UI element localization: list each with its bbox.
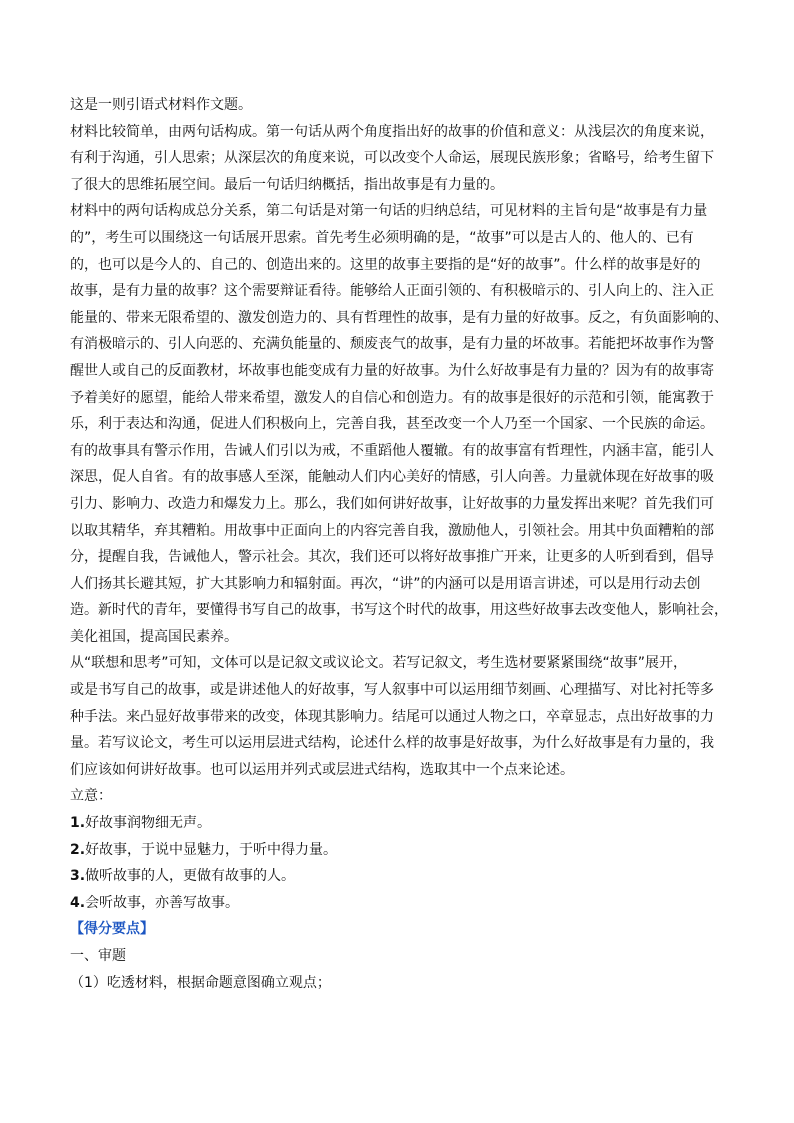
- idea-num: 3.: [70, 868, 86, 885]
- para2-line-15: 人们扬其长避其短，扩大其影响力和辐射面。再次，“讲”的内涵可以是用语言讲述，可以是用行动去创: [70, 575, 701, 592]
- para2-line-7: 醒世人或自己的反面教材，坏故事也能变成有力量的好故事。为什么好故事是有力量的？因为有的故事寄: [70, 362, 714, 379]
- para2-line-4: 故事，是有力量的故事？这个需要辩证看待。能够给人正面引领的、有积极暗示的、引人向上的、注入正: [70, 283, 714, 300]
- para2-line-14: 分，提醒自我，告诫他人，警示社会。其次，我们还可以将好故事推广开来，让更多的人听到看到，倡导: [70, 549, 714, 566]
- idea-text: 好故事，于说中显魅力，于听中得力量。: [85, 841, 338, 858]
- idea-text: 好故事润物细无声。: [85, 815, 212, 832]
- para3-line-2: 或是书写自己的故事，或是讲述他人的好故事，写人叙事中可以运用细节刻画、心理描写、对比衬托等多: [70, 682, 714, 699]
- intro-line: 这是一则引语式材料作文题。: [70, 97, 252, 113]
- para2-line-3: 的，也可以是今人的、自己的、创造出来的。这里的故事主要指的是“好的故事”。什么样的故事是好的: [70, 256, 701, 273]
- para2-line-1: 材料中的两句话构成总分关系，第二句话是对第一句话的归纳总结，可见材料的主旨句是“故事是有力量: [70, 203, 708, 220]
- para3-line-1: 从“联想和思考”可知，文体可以是记叙文或议论文。若写记叙文，考生选材要紧紧围绕“故事”展开，: [70, 655, 688, 672]
- para2-line-10: 有的故事具有警示作用，告诫人们引以为戒，不重蹈他人覆辙。有的故事富有哲理性，内涵丰富，能引人: [70, 442, 714, 459]
- para1-line-3: 了很大的思维拓展空间。最后一句话归纳概括，指出故事是有力量的。: [70, 176, 504, 193]
- idea-num: 2.: [70, 841, 86, 858]
- para2-line-8: 予着美好的愿望，能给人带来希望，激发人的自信心和创造力。有的故事是很好的示范和引领，能寓教于: [70, 389, 714, 406]
- para2-line-16: 造。新时代的青年，要懂得书写自己的故事，书写这个时代的故事，用这些好故事去改变他人，影响社会，: [70, 602, 728, 619]
- para3-line-3: 种手法。来凸显好故事带来的改变，体现其影响力。结尾可以通过人物之口，卒章显志，点出好故事的力: [70, 708, 714, 725]
- idea-text: 会听故事，亦善写故事。: [85, 894, 240, 911]
- idea-num: 1.: [70, 815, 86, 832]
- section-title-scoring-points: 【得分要点】: [70, 921, 154, 938]
- point-1: （1）吃透材料，根据命题意图确立观点；: [70, 974, 331, 991]
- para2-line-12: 引力、影响力、改造力和爆发力上。那么，我们如何讲好故事，让好故事的力量发挥出来呢？首先我们可: [70, 495, 714, 512]
- subheading-shenti: 一、审题: [70, 948, 126, 964]
- para2-line-2: 的”，考生可以围绕这一句话展开思索。首先考生必须明确的是，“故事”可以是古人的、他人的、已有: [70, 229, 694, 246]
- idea-item-4: [70, 890, 732, 917]
- para2-line-13: 以取其精华，弃其糟粕。用故事中正面向上的内容完善自我，激励他人，引领社会。用其中负面糟粕的部: [70, 522, 714, 539]
- idea-item-1: [70, 810, 732, 837]
- para1-line-1: 材料比较简单，由两句话构成。第一句话从两个角度指出好的故事的价值和意义：从浅层次的角度来说，: [70, 123, 714, 140]
- idea-text: 做听故事的人，更做有故事的人。: [85, 868, 296, 885]
- para1-line-2: 有利于沟通，引人思索；从深层次的角度来说，可以改变个人命运，展现民族形象；省略号，给考生留下: [70, 150, 714, 167]
- liyi-label: 立意：: [70, 788, 112, 805]
- para2-line-9: 乐，利于表达和沟通，促进人们积极向上，完善自我，甚至改变一个人乃至一个国家、一个民族的命运。: [70, 416, 714, 433]
- idea-item-2: [70, 837, 732, 864]
- para2-line-5: 能量的、带来无限希望的、激发创造力的、具有哲理性的故事，是有力量的好故事。反之，有负面影响的、: [70, 309, 728, 326]
- document-body: [70, 92, 732, 996]
- para3-line-5: 们应该如何讲好故事。也可以运用并列式或层进式结构，选取其中一个点来论述。: [70, 761, 574, 778]
- para2-line-11: 深思，促人自省。有的故事感人至深，能触动人们内心美好的情感，引人向善。力量就体现在好故事的吸: [70, 469, 714, 486]
- para2-line-17: 美化祖国，提高国民素养。: [70, 628, 238, 645]
- idea-item-3: [70, 863, 732, 890]
- idea-num: 4.: [70, 894, 86, 911]
- para3-line-4: 量。若写议论文，考生可以运用层进式结构，论述什么样的故事是好故事，为什么好故事是有力量的，我: [70, 735, 714, 752]
- para2-line-6: 有消极暗示的、引人向恶的、充满负能量的、颓废丧气的故事，是有力量的坏故事。若能把坏故事作为警: [70, 336, 714, 353]
